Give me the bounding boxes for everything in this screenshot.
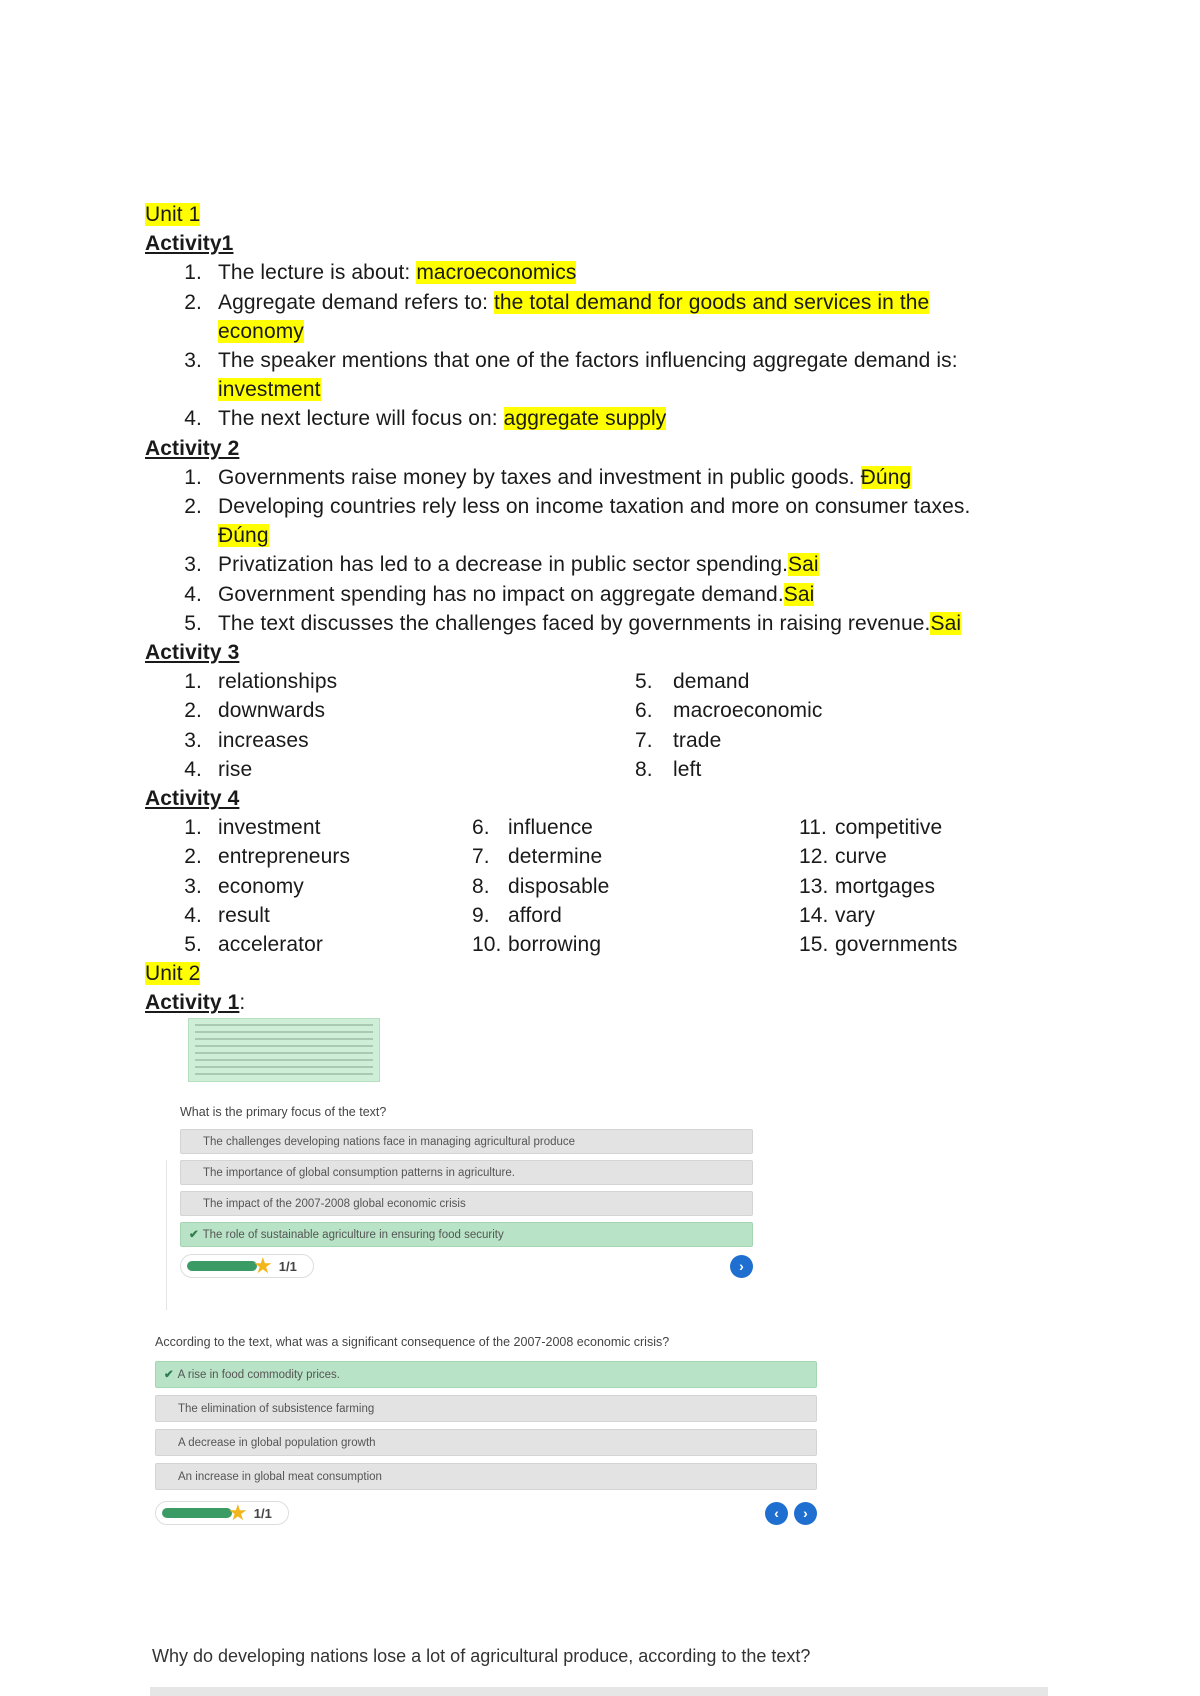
quiz-option-correct[interactable]: ✔ A rise in food commodity prices. — [155, 1361, 817, 1388]
progress-bar — [180, 1254, 314, 1278]
check-icon: ✔ — [164, 1369, 174, 1381]
answer: the total demand for goods and services in the — [493, 290, 930, 314]
list-item: 6. macroeconomic — [635, 699, 823, 723]
list-item: 10. borrowing — [472, 933, 602, 957]
answer: investment — [218, 378, 321, 402]
quiz-option[interactable]: A decrease in global population growth — [155, 1429, 817, 1456]
answer: Đúng — [218, 524, 269, 548]
list-item: 1. investment — [184, 816, 321, 840]
list-item: 4. The next lecture will focus on: aggregate supply — [184, 407, 667, 431]
list-item: 1. The lecture is about: macroeconomics — [184, 261, 577, 285]
list-item: 13. mortgages — [799, 874, 936, 898]
list-item: 3. economy — [184, 874, 304, 898]
activity1-list — [145, 258, 1045, 433]
quiz-option[interactable]: An increase in global meat consumption — [155, 1463, 817, 1490]
star-icon: ★ — [228, 1500, 248, 1525]
list-item: 4. Government spending has no impact on aggregate demand.Sai — [184, 582, 815, 606]
list-item: 4. result — [184, 903, 270, 927]
answer: economy — [218, 319, 304, 343]
list-item: 6. influence — [472, 816, 593, 840]
list-item: 7. determine — [472, 845, 603, 869]
activity4-col1 — [145, 813, 472, 959]
list-item: 1. Governments raise money by taxes and investment in public goods. Đúng — [184, 465, 912, 489]
passage-thumbnail — [188, 1018, 380, 1082]
list-item: 5. The text discusses the challenges faced by governments in raising revenue.Sai — [184, 611, 962, 635]
unit1-title: Unit 1 — [145, 203, 201, 226]
next-button[interactable]: › — [794, 1502, 817, 1525]
list-item: 3. Privatization has led to a decrease in public sector spending.Sai — [184, 553, 819, 577]
score: 1/1 — [278, 1258, 297, 1274]
progress-fill — [162, 1508, 232, 1518]
answer: Đúng — [860, 465, 912, 489]
list-item: 15. governments — [799, 933, 958, 957]
activity4-col3 — [799, 813, 958, 959]
progress-row — [180, 1253, 753, 1279]
quiz-card-2 — [155, 1335, 817, 1526]
activity2-heading: Activity 2 — [145, 436, 240, 460]
list-item: 8. left — [635, 757, 702, 781]
list-item: 5. accelerator — [184, 933, 323, 957]
list-item: 5. demand — [635, 670, 750, 694]
list-item: 8. disposable — [472, 874, 610, 898]
quiz-card-1 — [180, 1105, 753, 1279]
quiz-option[interactable]: The importance of global consumption patterns in agriculture. — [180, 1160, 753, 1185]
list-item: 2. entrepreneurs — [184, 845, 351, 869]
activity4-heading: Activity 4 — [145, 787, 240, 811]
list-item: 14. vary — [799, 903, 876, 927]
quiz-option-correct[interactable]: ✔ The role of sustainable agriculture in ensuring food security — [180, 1222, 753, 1247]
prev-button[interactable]: ‹ — [765, 1502, 788, 1525]
answer: Sai — [788, 553, 819, 577]
quiz-question: According to the text, what was a significant consequence of the 2007-2008 economic crisis? — [155, 1335, 670, 1349]
quiz-option[interactable]: The impact of the 2007-2008 global economic crisis — [180, 1191, 753, 1216]
list-item: 2. Developing countries rely less on income taxation and more on consumer taxes. Đúng — [184, 495, 971, 548]
star-icon: ★ — [253, 1253, 273, 1278]
list-item: 3. increases — [184, 728, 309, 752]
check-icon: ✔ — [189, 1229, 199, 1241]
answer: Sai — [930, 611, 962, 635]
activity3-col1 — [145, 667, 635, 784]
divider — [166, 1160, 167, 1310]
list-item: 2. Aggregate demand refers to: the total demand for goods and services in the economy — [184, 290, 930, 343]
list-item: 11. competitive — [799, 816, 943, 840]
activity3-col2 — [635, 667, 823, 784]
answer: aggregate supply — [503, 407, 667, 431]
progress-bar — [155, 1501, 289, 1525]
unit2-activity1-heading: Activity 1: — [145, 991, 246, 1015]
activity2-list — [145, 463, 1045, 638]
activity3-heading: Activity 3 — [145, 641, 240, 665]
list-item: 12. curve — [799, 845, 887, 869]
quiz-question: What is the primary focus of the text? — [180, 1105, 387, 1119]
list-item: 1. relationships — [184, 670, 338, 694]
unit2-title: Unit 2 — [145, 962, 201, 986]
progress-row — [155, 1500, 817, 1526]
activity1-heading: Activity1 — [145, 232, 234, 256]
answer: macroeconomics — [416, 261, 577, 285]
score: 1/1 — [253, 1505, 272, 1521]
activity4-col2 — [472, 813, 799, 959]
next-button[interactable]: › — [730, 1255, 753, 1278]
activity4-columns — [145, 813, 1045, 959]
document-body — [145, 200, 1045, 1018]
answer: Sai — [783, 582, 815, 606]
quiz-option[interactable]: The challenges developing nations face in managing agricultural produce — [180, 1129, 753, 1154]
list-item: 2. downwards — [184, 699, 326, 723]
list-item: 9. afford — [472, 903, 562, 927]
list-item: 7. trade — [635, 728, 722, 752]
quiz-option[interactable] — [150, 1687, 1048, 1696]
list-item: 3. The speaker mentions that one of the factors influencing aggregate demand is: investment — [184, 349, 958, 402]
quiz-question: Why do developing nations lose a lot of agricultural produce, according to the text? — [152, 1646, 811, 1666]
list-item: 4. rise — [184, 757, 253, 781]
progress-fill — [187, 1261, 257, 1271]
quiz-option[interactable]: The elimination of subsistence farming — [155, 1395, 817, 1422]
activity3-columns — [145, 667, 1045, 784]
